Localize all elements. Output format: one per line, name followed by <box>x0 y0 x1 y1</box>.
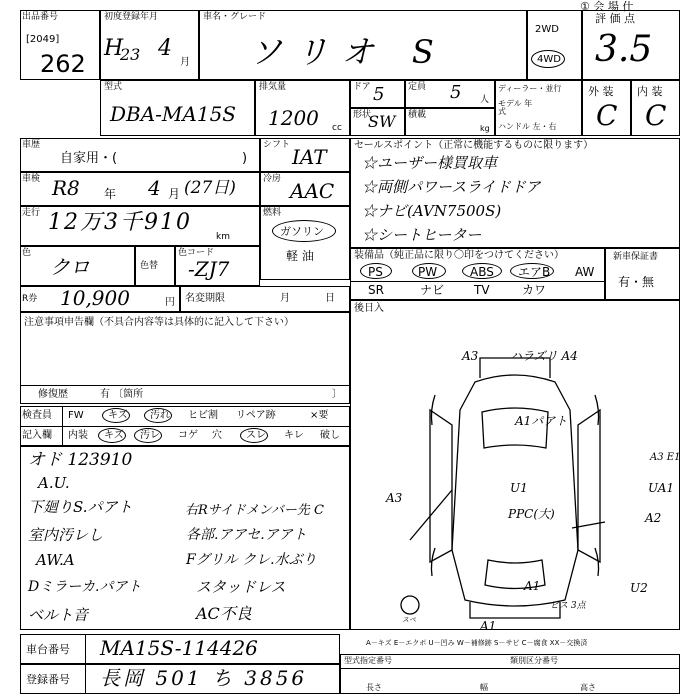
model-label: 型式 <box>104 82 123 92</box>
ext-score: C <box>596 99 618 132</box>
checker-divider <box>20 426 350 427</box>
equip-pw-circle <box>412 263 446 279</box>
spare-tire <box>401 596 419 614</box>
spec-height: 高さ <box>580 683 596 692</box>
mark-line-a3-left <box>410 490 452 540</box>
remark-right-1: 右Rサイドメンバー先 C <box>185 503 324 518</box>
mark-a1-bottom: A1 <box>480 619 497 630</box>
fuel-value: ガソリン <box>280 225 324 238</box>
venue-spec-label: ① 会 場 仕 <box>580 0 634 13</box>
chk1-dirt: 汚れ <box>150 410 170 421</box>
lot-label: 出品番号 <box>22 12 59 22</box>
record-label: 記入欄 <box>22 430 52 441</box>
mark-ua1: UA1 <box>648 481 675 495</box>
equip-airbag: エアB <box>518 265 551 279</box>
displacement-unit: cc <box>332 123 342 133</box>
remark-right-5: AC不良 <box>196 604 252 623</box>
spec-length: 長さ <box>366 683 382 692</box>
recycle-label: R券 <box>22 294 38 304</box>
remark-right-4: スタッドレス <box>196 578 286 596</box>
inspection-label: 車検 <box>22 174 41 184</box>
sales-point-3: ☆ナビ(AVN7500S) <box>362 202 502 220</box>
mark-a2: A2 <box>645 511 662 525</box>
chk2-scratch: キズ <box>104 430 124 441</box>
dealer-label: ディーラー・並行 <box>498 84 562 93</box>
vehicle-name: ソリオ S <box>250 33 448 71</box>
name-change-month: 月 <box>280 293 290 304</box>
recycle-unit: 円 <box>165 297 175 308</box>
model-value: DBA-MA15S <box>110 102 237 126</box>
inspection-year-unit: 年 <box>104 187 117 201</box>
remark-2: A.U. <box>38 474 70 492</box>
chk2-wear-circle <box>240 428 268 443</box>
repair-label: 修復歴 <box>38 389 68 400</box>
mark-screws: ビス 3点 <box>550 601 586 611</box>
handle-label: ハンドル 左・右 <box>498 122 557 131</box>
left-rear-wheel <box>431 548 435 576</box>
shift-value: IAT <box>292 145 327 169</box>
equip-divider <box>350 281 605 282</box>
int-score: C <box>645 99 667 132</box>
equip-ps-circle <box>360 263 392 279</box>
repair-value: 有 〔箇所 <box>100 389 144 400</box>
ac-value: AAC <box>290 179 335 203</box>
chk1-scratch-circle <box>102 408 130 423</box>
displacement-value: 1200 <box>268 106 319 130</box>
inspection-month-unit: 月 <box>168 187 181 201</box>
chk1-scratch: キズ <box>108 410 128 421</box>
mark-a1-rear: A1 <box>524 579 541 593</box>
spec-label-1: 型式指定番号 <box>344 656 392 665</box>
remark-5: AW.A <box>36 551 75 569</box>
warranty-value: 有・無 <box>618 275 655 289</box>
capacity-value: 5 <box>450 82 462 103</box>
sales-point-1: ☆ユーザー様買取車 <box>362 154 498 172</box>
left-side-panel <box>430 410 452 562</box>
mark-a3-left: A3 <box>386 491 403 505</box>
remark-3: 下廻りS.パアト <box>28 498 133 516</box>
chk2-scratch-circle <box>98 428 126 443</box>
mark-ppc-large: PPC(大) <box>508 507 555 521</box>
remark-1: オド 123910 <box>28 450 133 470</box>
remark-4: 室内汚レし <box>28 526 104 544</box>
spec-divider <box>340 668 680 669</box>
mark-a3-e1: A3 E1 <box>650 452 680 463</box>
chassis-value: MA15S-114426 <box>100 636 258 660</box>
int-label: 内 装 <box>637 85 663 98</box>
lot-number: 262 <box>40 50 86 78</box>
first-reg-era: H <box>104 36 124 61</box>
mileage-value: 12万3千910 <box>48 210 192 235</box>
score-label: 評 価 点 <box>595 12 635 25</box>
chk1-fw: FW <box>68 410 84 421</box>
remark-7: ベルト音 <box>28 606 89 624</box>
equip-pw: PW <box>418 265 438 279</box>
left-front-wheel <box>431 395 435 425</box>
sales-point-2: ☆両側パワースライドドア <box>362 178 541 196</box>
chk2-dirt: 汚レ <box>140 430 160 441</box>
mark-a1-part: A1パアト <box>515 414 568 428</box>
spec-width: 幅 <box>480 683 488 692</box>
shift-label: シフト <box>263 140 291 150</box>
color-code: -ZJ7 <box>188 257 230 281</box>
equip-ps: PS <box>368 265 383 279</box>
rear-bumper <box>470 602 560 618</box>
remark-right-2: 各部.アアセ.アアト <box>186 527 307 543</box>
drive-4wd-circle <box>531 50 565 68</box>
mark-spare: スペ <box>402 616 416 624</box>
registration-label: 登録番号 <box>26 673 70 686</box>
first-reg-year: 23 <box>120 45 141 64</box>
equip-tv: TV <box>474 283 490 297</box>
drive-box <box>527 10 582 80</box>
registration-value: 長岡 501 ち 3856 <box>100 666 308 690</box>
fuel-circle <box>272 220 336 242</box>
drive-2wd: 2WD <box>535 24 559 35</box>
chk2-cut: キレ <box>284 430 304 441</box>
inspection-day: (27日) <box>184 178 236 198</box>
checker-col <box>62 406 63 446</box>
mark-u2: U2 <box>630 581 648 595</box>
shape-value: SW <box>368 112 396 131</box>
score-value: 3.5 <box>595 29 653 70</box>
equipment-label: 装備品（純正品に限り〇印をつけてください） <box>354 250 564 261</box>
mark-u1: U1 <box>510 481 528 495</box>
drive-4wd: 4WD <box>537 54 561 65</box>
chk2-interior: 内装 <box>68 430 88 441</box>
mileage-label: 走行 <box>22 208 41 218</box>
fuel-label: 燃料 <box>263 208 282 218</box>
sales-point-4: ☆シートヒーター <box>362 226 482 244</box>
first-reg-month: 4 <box>158 36 172 61</box>
chk1-dirt-circle <box>144 408 172 423</box>
chassis-label: 車台番号 <box>26 643 70 656</box>
name-change-day: 日 <box>325 293 335 304</box>
after-input-label: 後日入 <box>354 303 384 314</box>
history-value: 自家用・( <box>60 151 118 166</box>
car-diagram <box>350 300 680 630</box>
history-close: ) <box>242 151 248 166</box>
repair-close: 〕 <box>332 389 342 400</box>
model-year-label: モデル 年式 <box>498 99 533 116</box>
chk2-tear: 破し <box>320 430 340 441</box>
shape-label: 形状 <box>353 110 372 120</box>
checker-label: 検査員 <box>22 410 52 421</box>
fuel-other: 軽 油 <box>286 249 314 263</box>
right-rear-wheel <box>595 548 599 576</box>
first-reg-label: 初度登録年月 <box>104 12 159 22</box>
color-label: 色 <box>22 248 32 258</box>
load-label: 積載 <box>408 110 427 120</box>
recycle-value: 10,900 <box>60 286 130 310</box>
equip-abs: ABS <box>470 265 494 279</box>
chk2-dirt-circle <box>134 428 162 443</box>
mark-a3-front: A3 <box>462 349 479 363</box>
history-label: 車歴 <box>22 140 41 150</box>
displacement-label: 排気量 <box>259 82 287 92</box>
repair-divider <box>20 385 350 386</box>
warranty-label: 新車保証書 <box>613 252 659 262</box>
chk2-burn: コゲ <box>178 430 198 441</box>
remark-6: Dミラーカ.パアト <box>28 579 142 595</box>
chk1-crack: ヒビ割 <box>188 410 218 421</box>
right-side-panel <box>578 410 600 562</box>
doors-label: ドア <box>353 82 371 92</box>
spec-label-2: 類別区分番号 <box>510 656 558 665</box>
equip-airbag-circle <box>510 263 554 279</box>
history-box <box>20 138 260 172</box>
inspection-month: 4 <box>148 176 161 200</box>
vehicle-label: 車名・グレード <box>203 12 267 22</box>
chk1-need: ×要 <box>310 410 329 421</box>
equip-abs-circle <box>462 263 502 279</box>
chk2-hole: 穴 <box>212 430 222 441</box>
lot-code: [2049] <box>26 34 60 45</box>
equip-sr: SR <box>368 283 384 297</box>
right-front-wheel <box>595 395 599 425</box>
first-reg-month-unit: 月 <box>180 57 190 68</box>
name-change-label: 名変期限 <box>185 293 225 304</box>
capacity-unit: 人 <box>480 95 490 105</box>
remark-right-3: Fグリル クレ.水ぶり <box>186 552 317 568</box>
mark-harazuri-a4: ハラズリ A4 <box>510 349 578 363</box>
mileage-unit: km <box>216 232 230 242</box>
ac-label: 冷房 <box>263 174 282 184</box>
equip-aw: AW <box>575 265 595 279</box>
notes-label: 注意事項申告欄（不具合内容等は具体的に記入して下さい） <box>24 317 294 328</box>
load-unit: kg <box>480 124 490 133</box>
diagram-legend: A－キズ E－エクボ U－凹み W－補修跡 S－サビ C－腐食 XX－交換済 <box>366 639 588 647</box>
chk1-repair: リペア跡 <box>236 410 276 421</box>
equip-navi: ナビ <box>420 283 445 297</box>
chk2-wear: スレ <box>246 430 266 441</box>
inspection-era: R8 <box>52 176 80 200</box>
doors-value: 5 <box>373 84 385 105</box>
color-value: クロ <box>50 255 90 279</box>
color-code-label: 色コード <box>178 248 215 258</box>
capacity-label: 定員 <box>408 82 427 92</box>
sales-points-label: セールスポイント（正常に機能するものに限ります） <box>354 140 594 151</box>
ext-label: 外 装 <box>588 85 614 98</box>
tone-label: 色替 <box>140 261 159 271</box>
equip-leather: カワ <box>522 283 547 297</box>
